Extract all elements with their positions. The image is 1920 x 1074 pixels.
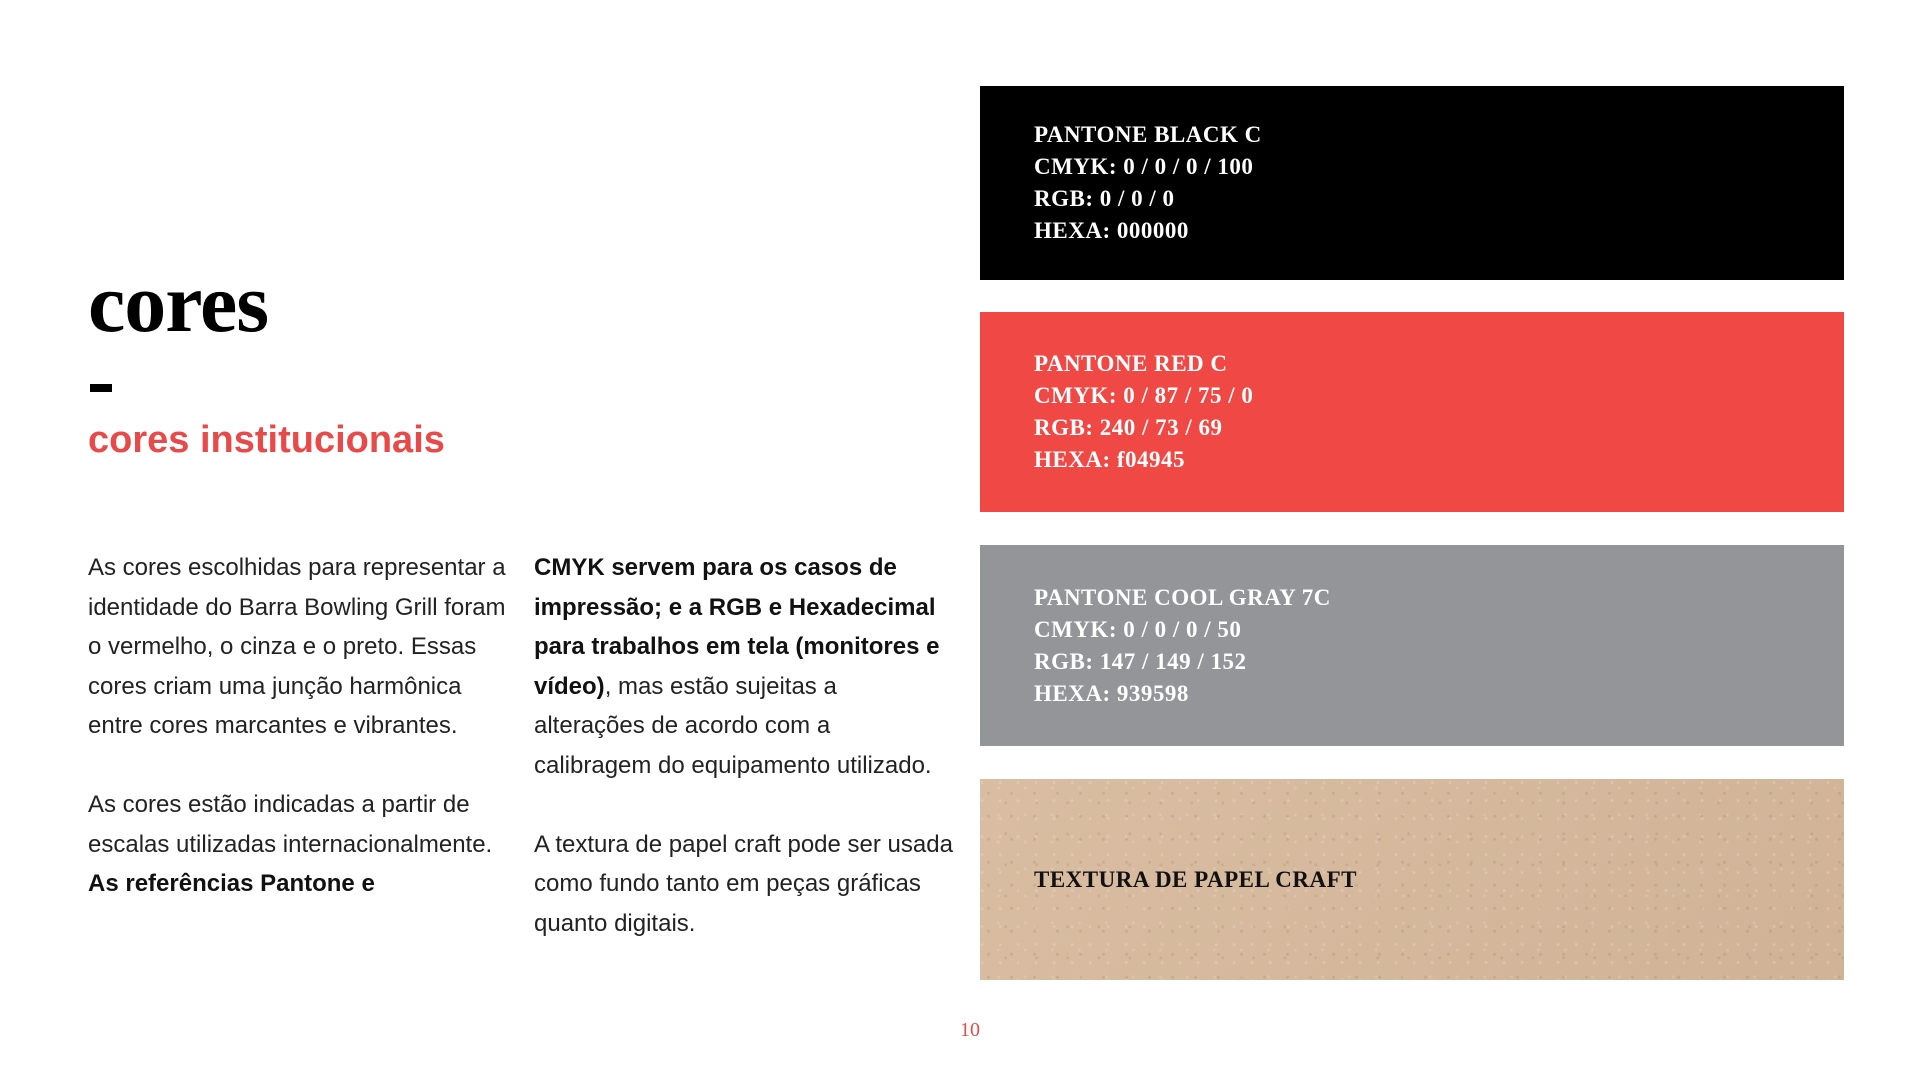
text-paragraph-3-normal: , mas estão sujeitas a alterações de acordo com a calibragem do equipamento utilizado. [534,672,932,779]
swatch-gray-hexa: HEXA: 939598 [1034,680,1189,706]
swatch-red [980,312,1844,512]
swatch-black [980,86,1844,280]
text-paragraph-2-bold: As referências Pantone e [88,870,375,897]
swatch-craft-name: TEXTURA DE PAPEL CRAFT [1034,866,1358,892]
page-title: cores [88,257,269,350]
swatch-black-cmyk: CMYK: 0 / 0 / 0 / 100 [1034,154,1254,179]
swatch-gray-name: PANTONE COOL GRAY 7C [1034,584,1331,610]
swatch-red-hexa: HEXA: f04945 [1034,447,1186,472]
swatch-black-name: PANTONE BLACK C [1034,122,1262,147]
swatch-gray [980,545,1844,746]
section-subtitle: cores institucionais [88,419,445,461]
swatch-black-rgb: RGB: 0 / 0 / 0 [1034,186,1175,211]
swatch-red-rgb: RGB: 240 / 73 / 69 [1034,415,1223,440]
swatch-red-cmyk: CMYK: 0 / 87 / 75 / 0 [1034,383,1254,408]
text-paragraph-3-bold: CMYK servem para os casos de impressão; e a RGB e Hexadecimal para trabalhos em tela (monitores e vídeo) [534,554,940,700]
page-number: 10 [960,1019,980,1041]
swatch-red-name: PANTONE RED C [1034,351,1228,376]
swatch-black-hexa: HEXA: 000000 [1034,218,1189,243]
text-paragraph-4: A textura de papel craft pode ser usada como fundo tanto em peças gráficas quanto digitais. [534,830,953,937]
text-column-left [88,548,508,943]
text-paragraph-2 [88,785,508,904]
text-column-right [534,548,954,983]
title-dash [90,384,112,392]
text-paragraph-2-normal: As cores estão indicadas a partir de escalas utilizadas internacionalmente. [88,791,493,858]
swatch-gray-cmyk: CMYK: 0 / 0 / 0 / 50 [1034,616,1242,642]
swatch-craft-texture [980,779,1844,980]
swatch-gray-rgb: RGB: 147 / 149 / 152 [1034,648,1247,674]
text-paragraph-1: As cores escolhidas para representar a identidade do Barra Bowling Grill foram o vermelho, o cinza e o preto. Essas cores criam uma junção harmônica entre cores marcantes e vibrantes. [88,554,506,739]
text-paragraph-3 [534,548,954,785]
